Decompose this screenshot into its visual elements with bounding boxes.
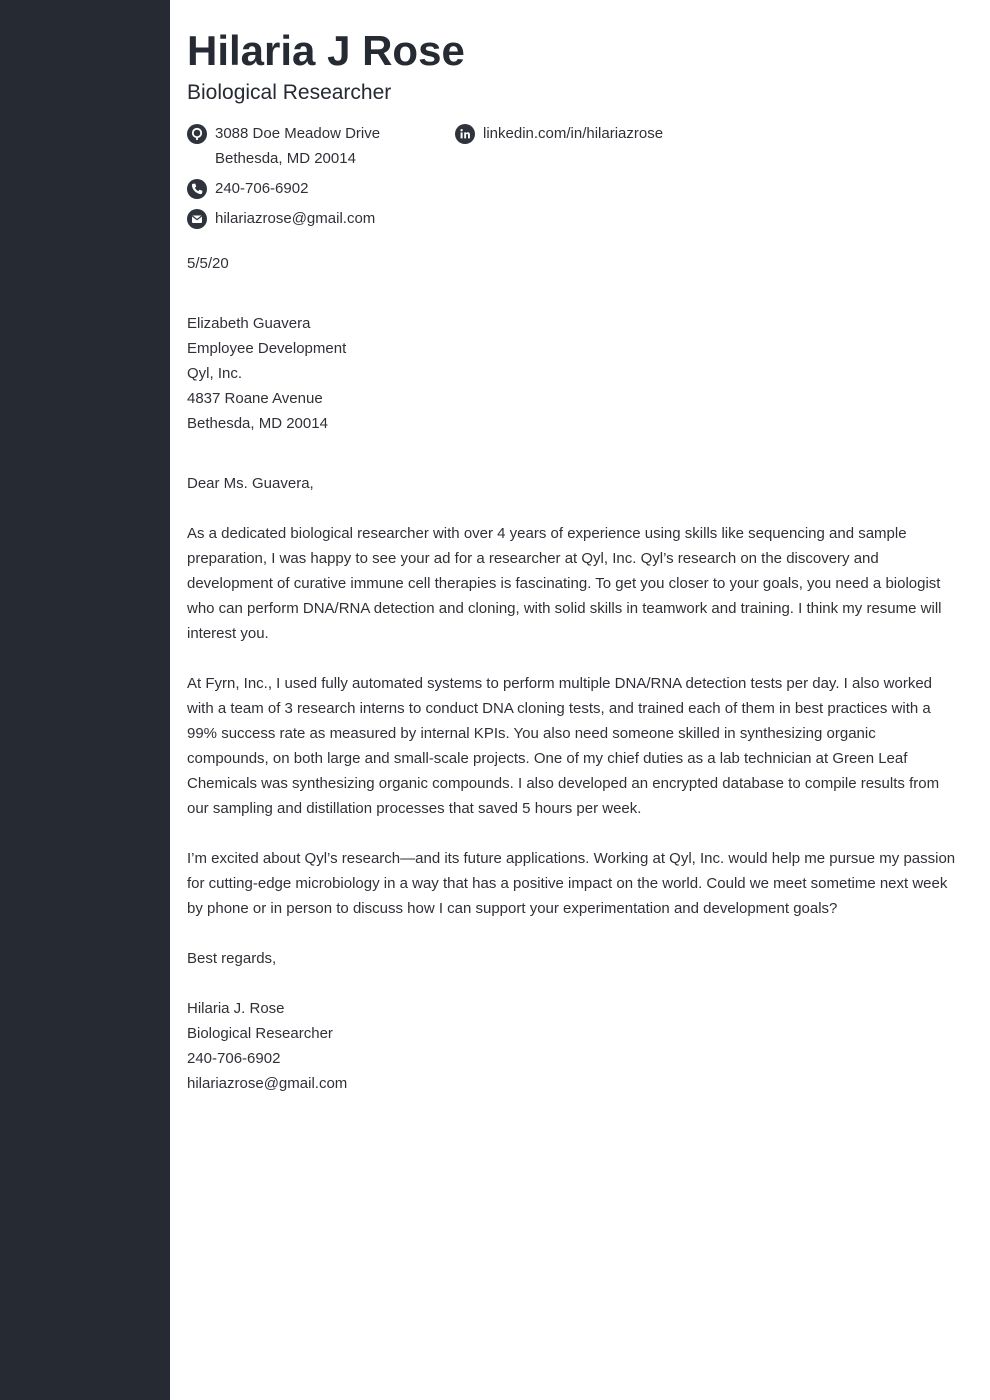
phone-number[interactable]: 240-706-6902 <box>215 180 309 197</box>
address-line2: Bethesda, MD 20014 <box>215 150 356 167</box>
applicant-name: Hilaria J Rose <box>187 27 465 74</box>
recipient-name: Elizabeth Guavera <box>187 315 311 332</box>
applicant-title: Biological Researcher <box>187 81 392 104</box>
body-paragraph: I’m excited about Qyl’s research—and its future applications. Working at Qyl, Inc. would help me pursue my passion for cutting-edge microbiology in a way that has a positive impact on the world. Could we meet sometime next week by phone or in person to discuss how I can support your experimentation and development goals? <box>187 850 956 917</box>
signature-email: hilariazrose@gmail.com <box>187 1075 348 1092</box>
linkedin-icon <box>455 124 475 144</box>
contact-linkedin <box>455 121 755 146</box>
email-address[interactable]: hilariazrose@gmail.com <box>215 210 376 227</box>
closing: Best regards, <box>187 950 277 967</box>
contact-phone <box>187 176 437 201</box>
recipient-street: 4837 Roane Avenue <box>187 390 323 407</box>
envelope-icon <box>187 209 207 229</box>
recipient-city: Bethesda, MD 20014 <box>187 415 328 432</box>
signature-phone: 240-706-6902 <box>187 1050 281 1067</box>
letter-date: 5/5/20 <box>187 255 229 272</box>
recipient-block <box>187 311 959 436</box>
address-lines <box>215 121 380 171</box>
body-paragraph: At Fyrn, Inc., I used fully automated systems to perform multiple DNA/RNA detection tests per day. I also worked with a team of 3 research interns to conduct DNA cloning tests, and trained each of them in best practices with a 99% success rate as measured by internal KPIs. You also need someone skilled in synthesizing organic compounds, on both large and small-scale projects. One of my chief duties as a lab technician at Green Leaf Chemicals was synthesizing organic compounds. I also developed an encrypted database to compile results from our sampling and distillation processes that saved 5 hours per week. <box>187 675 940 817</box>
address-line1: 3088 Doe Meadow Drive <box>215 125 381 142</box>
signature-title: Biological Researcher <box>187 1025 333 1042</box>
linkedin-url[interactable]: linkedin.com/in/hilariazrose <box>483 125 664 142</box>
letter-body <box>187 251 959 1096</box>
contact-address <box>187 121 437 171</box>
salutation: Dear Ms. Guavera, <box>187 475 314 492</box>
signature-name: Hilaria J. Rose <box>187 1000 285 1017</box>
phone-icon <box>187 179 207 199</box>
sidebar <box>0 0 170 1400</box>
recipient-department: Employee Development <box>187 340 347 357</box>
contact-email <box>187 206 437 231</box>
body-paragraph: As a dedicated biological researcher with over 4 years of experience using skills like sequencing and sample preparation, I was happy to see your ad for a researcher at Qyl, Inc. Qyl’s research on the discovery and development of curative immune cell therapies is fascinating. To get you closer to your goals, you need a biologist who can perform DNA/RNA detection and cloning, with solid skills in teamwork and training. I think my resume will interest you. <box>187 525 942 642</box>
map-pin-icon <box>187 124 207 144</box>
recipient-company: Qyl, Inc. <box>187 365 243 382</box>
signature-block <box>187 996 959 1096</box>
